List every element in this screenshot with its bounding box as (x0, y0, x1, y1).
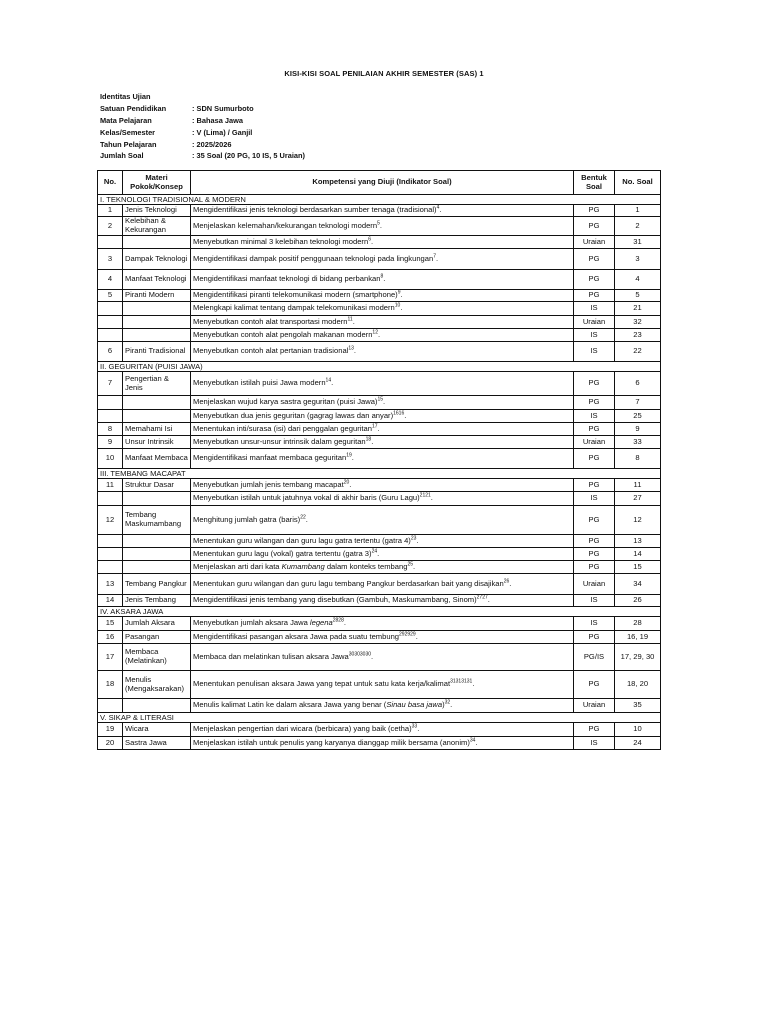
table-row (98, 506, 661, 535)
footnote-ref: 9 (397, 289, 401, 296)
identity-label: Kelas/Semester (100, 127, 156, 137)
table-row (98, 316, 661, 329)
no-soal-cell: 8 (615, 449, 661, 469)
row-number (98, 535, 123, 548)
footnote-ref: 19 (346, 452, 352, 459)
footnote-ref: 20 (343, 479, 350, 486)
footnote-ref: 14 (325, 377, 332, 384)
materi-cell (123, 316, 191, 329)
no-soal-cell: 28 (615, 617, 661, 631)
bentuk-soal-cell: PG (574, 372, 615, 396)
no-soal-cell: 18, 20 (615, 671, 661, 699)
materi-cell: Manfaat Teknologi (123, 270, 191, 290)
section-row (98, 607, 661, 617)
table-row (98, 548, 661, 561)
table-row (98, 270, 661, 290)
no-soal-cell: 10 (615, 723, 661, 737)
bentuk-soal-cell: Uraian (574, 236, 615, 249)
kompetensi-cell: Menjelaskan pengertian dari wicara (berbicara) yang baik (cetha)$^{33}$. (191, 723, 574, 737)
kompetensi-cell: Menyebutkan contoh alat pengolah makanan modern$^{12}$. (191, 329, 574, 342)
bentuk-soal-cell: PG (574, 217, 615, 236)
table-header-row (98, 171, 661, 195)
row-number: 10 (98, 449, 123, 469)
bentuk-soal-cell: PG (574, 423, 615, 436)
bentuk-soal-cell: PG (574, 249, 615, 270)
row-number: 19 (98, 723, 123, 737)
no-soal-cell: 17, 29, 30 (615, 644, 661, 671)
kompetensi-cell: Mengidentifikasi manfaat membaca geguritan$^{19}$. (191, 449, 574, 469)
kompetensi-cell: Menghitung jumlah gatra (baris)$^{22}$. (191, 506, 574, 535)
row-number (98, 236, 123, 249)
materi-cell (123, 396, 191, 410)
materi-cell (123, 548, 191, 561)
kompetensi-cell: Menyebutkan istilah untuk jatuhnya vokal di akhir baris (Guru Lagu)$^{2121}$. (191, 492, 574, 506)
no-soal-cell: 35 (615, 699, 661, 713)
table-row (98, 449, 661, 469)
identity-value: : 2025/2026 (192, 139, 232, 149)
kompetensi-cell: Menentukan inti/surasa (isi) dari penggalan geguritan$^{17}$. (191, 423, 574, 436)
identity-row (100, 103, 305, 115)
materi-cell (123, 410, 191, 423)
row-number: 12 (98, 506, 123, 535)
bentuk-soal-cell: PG (574, 631, 615, 644)
no-soal-cell: 12 (615, 506, 661, 535)
identity-row (100, 139, 305, 151)
materi-cell: Unsur Intrinsik (123, 436, 191, 449)
footnote-ref: 6 (368, 236, 371, 243)
bentuk-soal-cell: PG (574, 671, 615, 699)
bentuk-soal-cell: PG (574, 723, 615, 737)
header-kompetensi: Kompetensi yang Diuji (Indikator Soal) (191, 171, 574, 195)
identity-label: Satuan Pendidikan (100, 103, 167, 113)
table-row (98, 723, 661, 737)
footnote-ref: 33 (411, 723, 418, 730)
materi-cell (123, 236, 191, 249)
bentuk-soal-cell: IS (574, 302, 615, 316)
materi-cell (123, 535, 191, 548)
section-row (98, 195, 661, 205)
footnote-ref: 26 (503, 578, 510, 585)
materi-cell: Struktur Dasar (123, 479, 191, 492)
section-heading: I. TEKNOLOGI TRADISIONAL & MODERN (98, 195, 661, 205)
footnote-ref: 13 (348, 345, 354, 352)
section-heading: V. SIKAP & LITERASI (98, 713, 661, 723)
row-number (98, 302, 123, 316)
table-row (98, 535, 661, 548)
kompetensi-cell: Mengidentifikasi jenis tembang yang disebutkan (Gambuh, Maskumambang, Sinom)$^{2727}$. (191, 595, 574, 607)
identity-row (100, 150, 305, 162)
no-soal-cell: 9 (615, 423, 661, 436)
table-row (98, 410, 661, 423)
kompetensi-cell: Menentukan guru wilangan dan guru lagu gatra tertentu (gatra 4)$^{23}$. (191, 535, 574, 548)
footnote-ref: 25 (407, 561, 413, 568)
row-number: 20 (98, 737, 123, 750)
materi-cell: Jumlah Aksara (123, 617, 191, 631)
table-row (98, 595, 661, 607)
table-row (98, 737, 661, 750)
footnote-ref: 15 (377, 396, 384, 403)
footnote-ref: 22 (300, 514, 306, 521)
identity-label: Tahun Pelajaran (100, 139, 157, 149)
section-row (98, 362, 661, 372)
table-row (98, 699, 661, 713)
bentuk-soal-cell: PG (574, 396, 615, 410)
materi-cell: Sastra Jawa (123, 737, 191, 750)
kompetensi-cell: Melengkapi kalimat tentang dampak telekomunikasi modern$^{10}$. (191, 302, 574, 316)
table-row (98, 342, 661, 362)
kompetensi-cell: Menentukan guru lagu (vokal) gatra tertentu (gatra 3)$^{24}$. (191, 548, 574, 561)
footnote-ref: 32 (444, 699, 451, 706)
kompetensi-cell: Mengidentifikasi dampak positif penggunaan teknologi pada lingkungan$^7$. (191, 249, 574, 270)
table-row (98, 561, 661, 574)
no-soal-cell: 3 (615, 249, 661, 270)
bentuk-soal-cell: IS (574, 737, 615, 750)
materi-cell: Dampak Teknologi (123, 249, 191, 270)
footnote-ref: 2727 (476, 594, 488, 601)
bentuk-soal-cell: IS (574, 342, 615, 362)
materi-cell: Pasangan (123, 631, 191, 644)
row-number (98, 410, 123, 423)
materi-cell: Tembang Pangkur (123, 574, 191, 595)
footnote-ref: 34 (469, 737, 476, 744)
row-number (98, 492, 123, 506)
kompetensi-cell: Menyebutkan istilah puisi Jawa modern$^{14}$. (191, 372, 574, 396)
table-row (98, 302, 661, 316)
identity-row (100, 115, 305, 127)
no-soal-cell: 21 (615, 302, 661, 316)
table-row (98, 396, 661, 410)
no-soal-cell: 7 (615, 396, 661, 410)
no-soal-cell: 23 (615, 329, 661, 342)
bentuk-soal-cell: IS (574, 410, 615, 423)
row-number (98, 396, 123, 410)
table-row (98, 574, 661, 595)
row-number (98, 329, 123, 342)
row-number: 18 (98, 671, 123, 699)
footnote-ref: 5 (377, 220, 380, 227)
no-soal-cell: 34 (615, 574, 661, 595)
table-row (98, 236, 661, 249)
footnote-ref: 10 (394, 302, 401, 309)
no-soal-cell: 6 (615, 372, 661, 396)
no-soal-cell: 31 (615, 236, 661, 249)
header-no: No. (98, 171, 123, 195)
footnote-ref: 2828 (332, 617, 344, 624)
row-number (98, 561, 123, 574)
kompetensi-cell: Menjelaskan wujud karya sastra geguritan (puisi Jawa)$^{15}$. (191, 396, 574, 410)
footnote-ref: 4 (436, 204, 440, 211)
bentuk-soal-cell: PG (574, 449, 615, 469)
kompetensi-cell: Menyebutkan contoh alat pertanian tradisional$^{13}$. (191, 342, 574, 362)
materi-cell: Manfaat Membaca (123, 449, 191, 469)
kompetensi-cell: Menyebutkan dua jenis geguritan (gagrag lawas dan anyar)$^{1616}$. (191, 410, 574, 423)
row-number: 2 (98, 217, 123, 236)
no-soal-cell: 16, 19 (615, 631, 661, 644)
kompetensi-cell: Menentukan guru wilangan dan guru lagu tembang Pangkur berdasarkan bait yang disajikan$^{26}$. (191, 574, 574, 595)
table-row (98, 217, 661, 236)
row-number: 11 (98, 479, 123, 492)
table-row (98, 249, 661, 270)
table-row (98, 205, 661, 217)
bentuk-soal-cell: IS (574, 595, 615, 607)
identity-heading: Identitas Ujian (100, 92, 151, 101)
no-soal-cell: 32 (615, 316, 661, 329)
kompetensi-cell: Mengidentifikasi piranti telekomunikasi modern (smartphone)$^9$. (191, 290, 574, 302)
section-heading: IV. AKSARA JAWA (98, 607, 661, 617)
footnote-ref: 8 (380, 273, 384, 280)
table-row (98, 492, 661, 506)
bentuk-soal-cell: PG (574, 561, 615, 574)
footnote-ref: 7 (433, 253, 437, 260)
footnote-ref: 31313131 (450, 678, 473, 685)
footnote-ref: 18 (365, 436, 372, 443)
table-row (98, 671, 661, 699)
row-number: 4 (98, 270, 123, 290)
footnote-ref: 30303030 (348, 651, 372, 658)
materi-cell (123, 492, 191, 506)
kompetensi-cell: Mengidentifikasi jenis teknologi berdasarkan sumber tenaga (tradisional)$^4$. (191, 205, 574, 217)
footnote-ref: 12 (372, 329, 378, 336)
kompetensi-cell: Menyebutkan unsur-unsur intrinsik dalam geguritan$^{18}$. (191, 436, 574, 449)
row-number (98, 699, 123, 713)
no-soal-cell: 5 (615, 290, 661, 302)
footnote-ref: 11 (347, 316, 353, 323)
kompetensi-cell: Menyebutkan contoh alat transportasi modern$^{11}$. (191, 316, 574, 329)
kompetensi-cell: Menjelaskan istilah untuk penulis yang karyanya dianggap milik bersama (anonim)$^{34}$. (191, 737, 574, 750)
table-row (98, 423, 661, 436)
header-bentuk-soal: Bentuk Soal (574, 171, 615, 195)
row-number: 14 (98, 595, 123, 607)
table-row (98, 290, 661, 302)
bentuk-soal-cell: PG/IS (574, 644, 615, 671)
footnote-ref: 2121 (419, 492, 431, 499)
no-soal-cell: 1 (615, 205, 661, 217)
no-soal-cell: 26 (615, 595, 661, 607)
materi-cell: Jenis Tembang (123, 595, 191, 607)
no-soal-cell: 27 (615, 492, 661, 506)
table-row (98, 329, 661, 342)
footnote-ref: 24 (371, 548, 378, 555)
table-row (98, 631, 661, 644)
section-heading: III. TEMBANG MACAPAT (98, 469, 661, 479)
row-number: 6 (98, 342, 123, 362)
bentuk-soal-cell: Uraian (574, 436, 615, 449)
table-row (98, 436, 661, 449)
bentuk-soal-cell: PG (574, 479, 615, 492)
page-title: KISI-KISI SOAL PENILAIAN AKHIR SEMESTER (SAS) 1 (284, 69, 484, 78)
materi-cell: Menulis (Mengaksarakan) (123, 671, 191, 699)
section-row (98, 713, 661, 723)
kompetensi-cell: Menjelaskan arti dari kata Kumambang dalam konteks tembang$^{25}$. (191, 561, 574, 574)
row-number: 15 (98, 617, 123, 631)
section-row (98, 469, 661, 479)
row-number: 7 (98, 372, 123, 396)
row-number: 9 (98, 436, 123, 449)
table-row (98, 617, 661, 631)
row-number: 8 (98, 423, 123, 436)
bentuk-soal-cell: IS (574, 329, 615, 342)
no-soal-cell: 4 (615, 270, 661, 290)
no-soal-cell: 15 (615, 561, 661, 574)
kompetensi-cell: Menyebutkan jumlah jenis tembang macapat$^{20}$. (191, 479, 574, 492)
materi-cell: Piranti Tradisional (123, 342, 191, 362)
materi-cell (123, 699, 191, 713)
identity-value: : 35 Soal (20 PG, 10 IS, 5 Uraian) (192, 151, 305, 161)
bentuk-soal-cell: Uraian (574, 699, 615, 713)
kompetensi-cell: Menulis kalimat Latin ke dalam aksara Jawa yang benar (Sinau basa jawa)$^{32}$. (191, 699, 574, 713)
identity-value: : SDN Sumurboto (192, 103, 254, 113)
footnote-ref: 23 (410, 535, 417, 542)
kompetensi-cell: Mengidentifikasi pasangan aksara Jawa pada suatu tembung$^{292929}$. (191, 631, 574, 644)
row-number (98, 316, 123, 329)
no-soal-cell: 24 (615, 737, 661, 750)
bentuk-soal-cell: PG (574, 290, 615, 302)
no-soal-cell: 22 (615, 342, 661, 362)
header-materi: Materi Pokok/Konsep (123, 171, 191, 195)
materi-cell (123, 302, 191, 316)
kompetensi-cell: Menjelaskan kelemahan/kekurangan teknologi modern$^5$. (191, 217, 574, 236)
no-soal-cell: 2 (615, 217, 661, 236)
materi-cell: Kelebihan & Kekurangan (123, 217, 191, 236)
materi-cell: Pengertian & Jenis (123, 372, 191, 396)
table-row (98, 644, 661, 671)
identity-value: : V (Lima) / Ganjil (192, 127, 253, 137)
materi-cell: Membaca (Melatinkan) (123, 644, 191, 671)
bentuk-soal-cell: Uraian (574, 316, 615, 329)
table-row (98, 479, 661, 492)
bentuk-soal-cell: PG (574, 535, 615, 548)
materi-cell: Memahami Isi (123, 423, 191, 436)
no-soal-cell: 25 (615, 410, 661, 423)
bentuk-soal-cell: IS (574, 492, 615, 506)
row-number: 16 (98, 631, 123, 644)
table-body (98, 195, 661, 750)
bentuk-soal-cell: Uraian (574, 574, 615, 595)
materi-cell (123, 561, 191, 574)
kompetensi-cell: Menyebutkan minimal 3 kelebihan teknologi modern$^6$. (191, 236, 574, 249)
identity-heading-row (100, 91, 305, 103)
bentuk-soal-cell: PG (574, 506, 615, 535)
row-number (98, 548, 123, 561)
identity-value: : Bahasa Jawa (192, 115, 243, 125)
kisi-kisi-table (97, 170, 661, 750)
header-no-soal: No. Soal (615, 171, 661, 195)
row-number: 1 (98, 205, 123, 217)
materi-cell: Piranti Modern (123, 290, 191, 302)
bentuk-soal-cell: PG (574, 548, 615, 561)
identity-label: Mata Pelajaran (100, 115, 152, 125)
kompetensi-cell: Membaca dan melatinkan tulisan aksara Jawa$^{30303030}$. (191, 644, 574, 671)
materi-cell (123, 329, 191, 342)
bentuk-soal-cell: PG (574, 205, 615, 217)
no-soal-cell: 13 (615, 535, 661, 548)
materi-cell: Wicara (123, 723, 191, 737)
bentuk-soal-cell: PG (574, 270, 615, 290)
kompetensi-cell: Menentukan penulisan aksara Jawa yang tepat untuk satu kata kerja/kalimat$^{31313131}$. (191, 671, 574, 699)
identity-block (100, 91, 305, 162)
row-number: 13 (98, 574, 123, 595)
row-number: 5 (98, 290, 123, 302)
no-soal-cell: 33 (615, 436, 661, 449)
kompetensi-cell: Mengidentifikasi manfaat teknologi di bidang perbankan$^8$. (191, 270, 574, 290)
materi-cell: Tembang Maskumambang (123, 506, 191, 535)
identity-row (100, 127, 305, 139)
footnote-ref: 17 (371, 423, 378, 430)
identity-label: Jumlah Soal (100, 151, 144, 161)
footnote-ref: 292929 (399, 631, 416, 638)
table-row (98, 372, 661, 396)
bentuk-soal-cell: IS (574, 617, 615, 631)
footnote-ref: 1616 (393, 410, 405, 417)
row-number: 17 (98, 644, 123, 671)
no-soal-cell: 11 (615, 479, 661, 492)
no-soal-cell: 14 (615, 548, 661, 561)
kompetensi-cell: Menyebutkan jumlah aksara Jawa legena$^{2828}$. (191, 617, 574, 631)
section-heading: II. GEGURITAN (PUISI JAWA) (98, 362, 661, 372)
materi-cell: Jenis Teknologi (123, 205, 191, 217)
row-number: 3 (98, 249, 123, 270)
